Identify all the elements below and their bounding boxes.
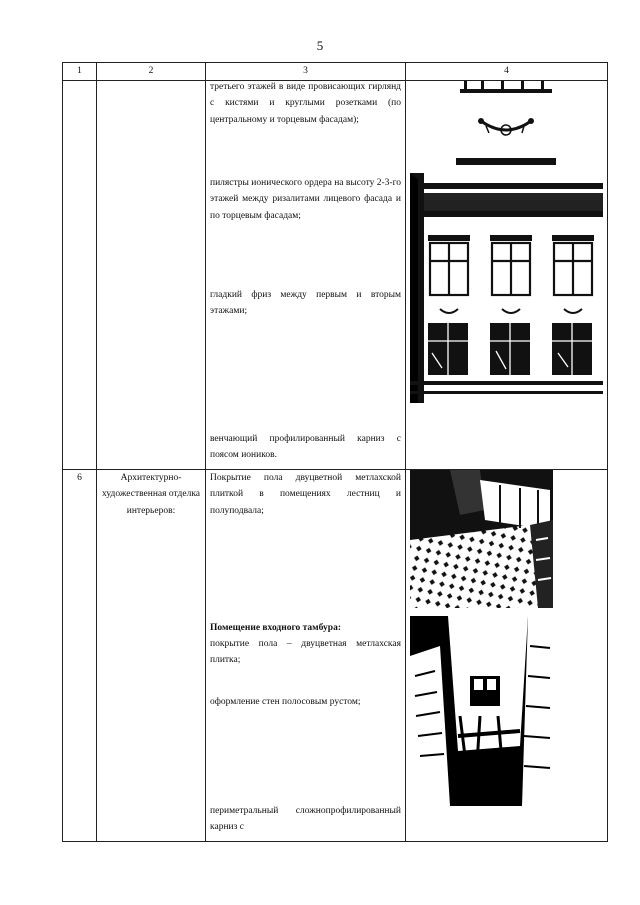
continuation-col-3 — [206, 80, 406, 469]
paragraph-pilasters: пилястры ионического ордера на высоту 2-3-го этажей между ризалитами лицевого фасада и по торцевым фасадам; — [210, 177, 401, 221]
paragraph-floor-tiles: Покрытие пола двуцветной метлахской плиткой в помещениях лестниц и полуподвала; — [210, 472, 401, 516]
row-number: 6 — [63, 469, 97, 841]
header-col-1: 1 — [63, 63, 97, 81]
header-col-2: 2 — [97, 63, 206, 81]
header-col-4: 4 — [406, 63, 608, 81]
paragraph-vestibule-heading: Помещение входного тамбура: — [210, 622, 341, 633]
paragraph-frieze: гладкий фриз между первым и вторым этажами; — [210, 289, 401, 317]
header-col-3: 3 — [206, 63, 406, 81]
row-description — [206, 469, 406, 841]
paragraph-wall-rustication: оформление стен полосовым рустом; — [210, 696, 361, 707]
continuation-col-4 — [406, 80, 608, 469]
paragraph-garlands: третьего этажей в виде провисающих гирлянд с кистями и круглыми розетками (по центральному и торцевым фасадам); — [210, 81, 401, 125]
row-interiors — [63, 469, 608, 841]
continuation-row — [63, 80, 608, 469]
paragraph-vestibule-floor: покрытие пола – двуцветная метлахская плитка; — [210, 638, 401, 666]
tiled-floor-photo — [410, 470, 553, 608]
row-photos — [406, 469, 608, 841]
facade-photo — [410, 173, 603, 403]
page-number: 5 — [316, 38, 324, 53]
vestibule-photo — [410, 616, 553, 806]
header-row — [63, 63, 608, 81]
continuation-col-1 — [63, 80, 97, 469]
row-title: Архитектурно-художественная отделка интерьеров: — [97, 469, 206, 841]
facade-detail-photo — [456, 81, 556, 171]
paragraph-perimeter-cornice: периметральный сложнопрофилированный карниз с — [210, 805, 401, 833]
continuation-col-2 — [97, 80, 206, 469]
paragraph-cornice: венчающий профилированный карниз с поясом иоников. — [210, 433, 401, 461]
monument-table — [62, 62, 608, 842]
